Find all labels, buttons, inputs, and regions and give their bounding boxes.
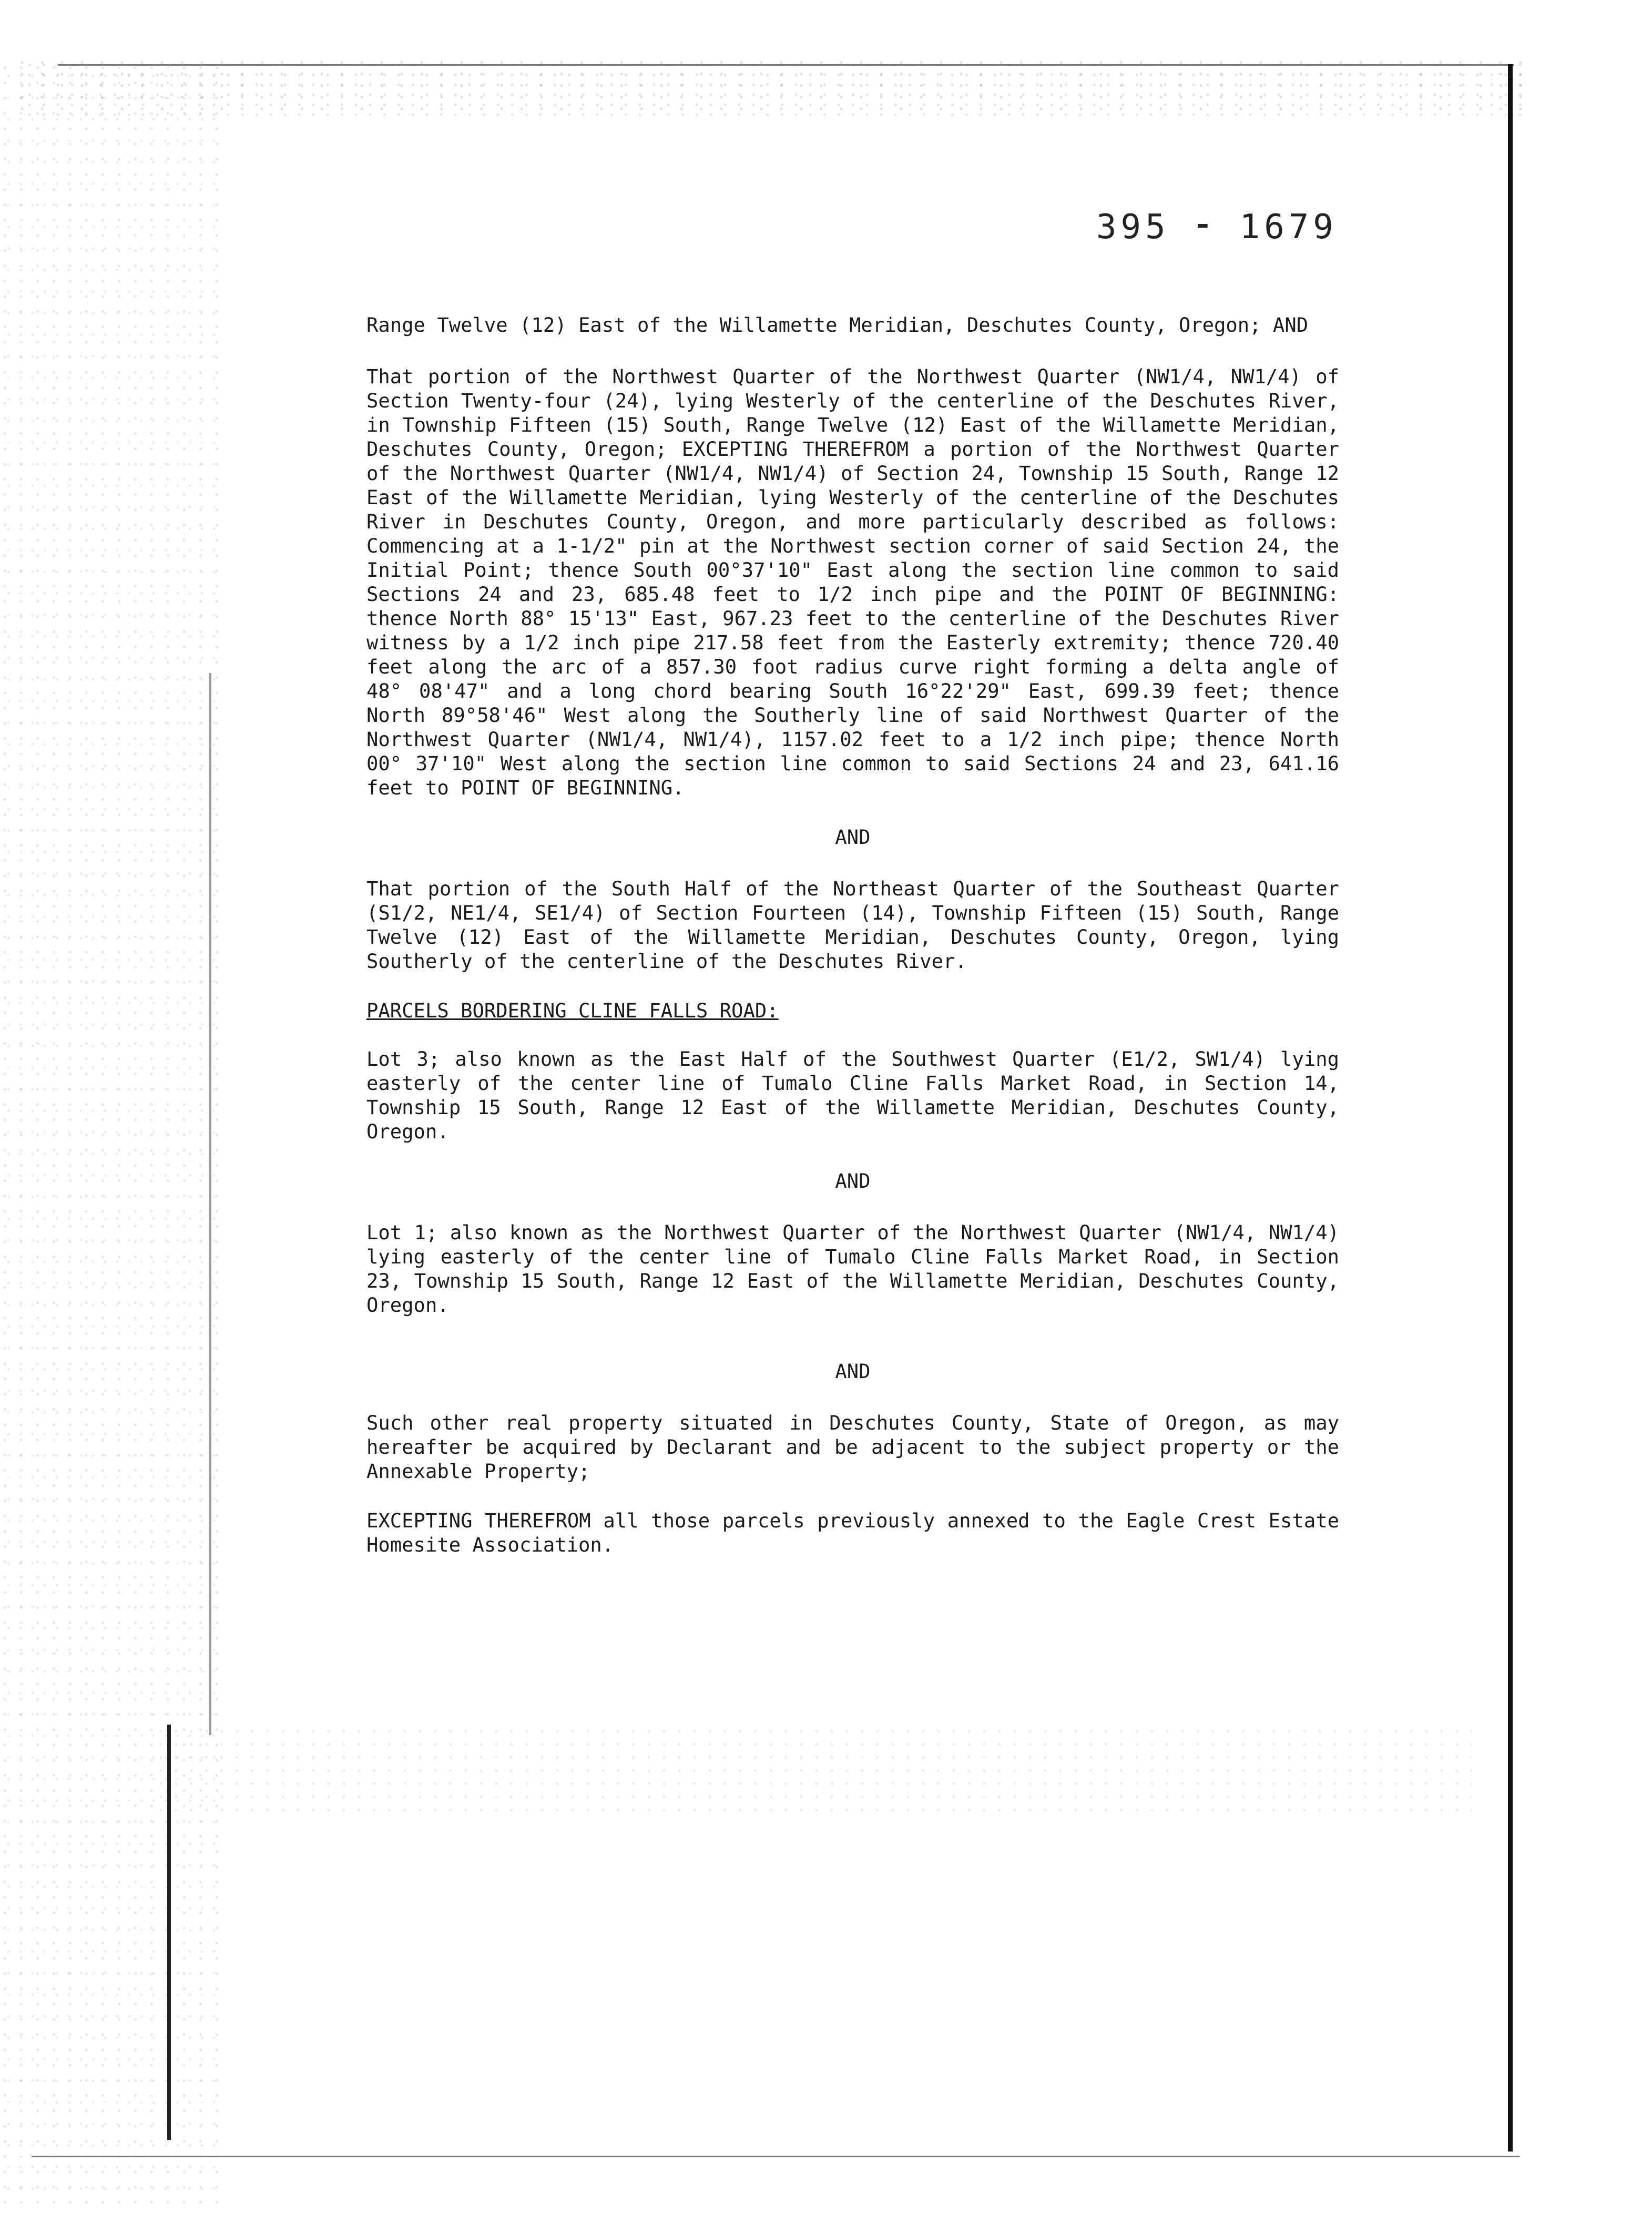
paragraph-range-twelve: Range Twelve (12) East of the Willamette Meridian, Deschutes County, Oregon; AND (366, 313, 1309, 337)
frame-line-right (1508, 64, 1513, 2152)
frame-line-inner-left (209, 673, 211, 1735)
frame-line-left (167, 1725, 171, 2140)
page-number: 395 ⁃ 1679 (1096, 208, 1338, 247)
scan-noise-top (21, 58, 1525, 116)
paragraph-other-property: Such other real property situated in Deschutes County, State of Oregon, as may hereafter be acquired by Declarant and be adjacent to the subject property or the Annexable Property; (366, 1411, 1339, 1483)
scan-noise-bottom (158, 1725, 1472, 1814)
heading-cline-falls-parcels: PARCELS BORDERING CLINE FALLS ROAD: (366, 999, 779, 1022)
paragraph-lot-1: Lot 1; also known as the Northwest Quarter of the Northwest Quarter (NW1/4, NW1/4) lying easterly of the center line of Tumalo Cline Falls Market Road, in Section 23, Township 15 South, Range 12 East of the Willamette Meridian, Deschutes County, Oregon. (366, 1221, 1339, 1317)
scan-noise-left (0, 63, 221, 2208)
paragraph-nw-quarter-section-24: That portion of the Northwest Quarter of the Northwest Quarter (NW1/4, NW1/4) of Section Twenty-four (24), lying Westerly of the centerline of the Deschutes River, in Township Fifteen (15) South, Range Twelve (12) East of the Willamette Meridian, Deschutes County, Oregon; EXCEPTING THEREFROM a portion of the Northwest Quarter of the Northwest Quarter (NW1/4, NW1/4) of Section 24, Township 15 South, Range 12 East of the Willamette Meridian, lying Westerly of the centerline of the Deschutes River in Deschutes County, Oregon, and more particularly described as follows: Commencing at a 1-1/2" pin at the Northwest section corner of said Section 24, the Initial Point; thence South 00°37'10" East along the section line common to said Sections 24 and 23, 685.48 feet to 1/2 inch pipe and the POINT OF BEGINNING: thence North 88° 15'13" East, 967.23 feet to the centerline of the Deschutes River witness by a 1/2 inch pipe 217.58 feet from the Easterly extremity; thence 720.40 feet along the arc of a 857.30 foot radius curve right forming a delta angle of 48° 08'47" and a long chord bearing South 16°22'29" East, 699.39 feet; thence North 89°58'46" West along the Southerly line of said Northwest Quarter of the Northwest Quarter (NW1/4, NW1/4), 1157.02 feet to a 1/2 inch pipe; thence North 00° 37'10" West along the section line common to said Sections 24 and 23, 641.16 feet to POINT OF BEGINNING. (366, 365, 1339, 799)
frame-line-top (58, 64, 1514, 66)
document-body (366, 313, 1339, 1582)
paragraph-lot-3: Lot 3; also known as the East Half of the Southwest Quarter (E1/2, SW1/4) lying easterly of the center line of Tumalo Cline Falls Market Road, in Section 14, Township 15 South, Range 12 East of the Willamette Meridian, Deschutes County, Oregon. (366, 1047, 1339, 1143)
paragraph-excepting-annexed: EXCEPTING THEREFROM all those parcels previously annexed to the Eagle Crest Estate Homesite Association. (366, 1509, 1339, 1556)
and-separator-2: AND (835, 1169, 871, 1192)
and-separator-1: AND (835, 825, 871, 849)
and-separator-3: AND (835, 1360, 871, 1383)
paragraph-south-half-section-14: That portion of the South Half of the Northeast Quarter of the Southeast Quarter (S1/2, NE1/4, SE1/4) of Section Fourteen (14), Township Fifteen (15) South, Range Twelve (12) East of the Willamette Meridian, Deschutes County, Oregon, lying Southerly of the centerline of the Deschutes River. (366, 877, 1339, 973)
frame-line-bottom (32, 2156, 1520, 2157)
